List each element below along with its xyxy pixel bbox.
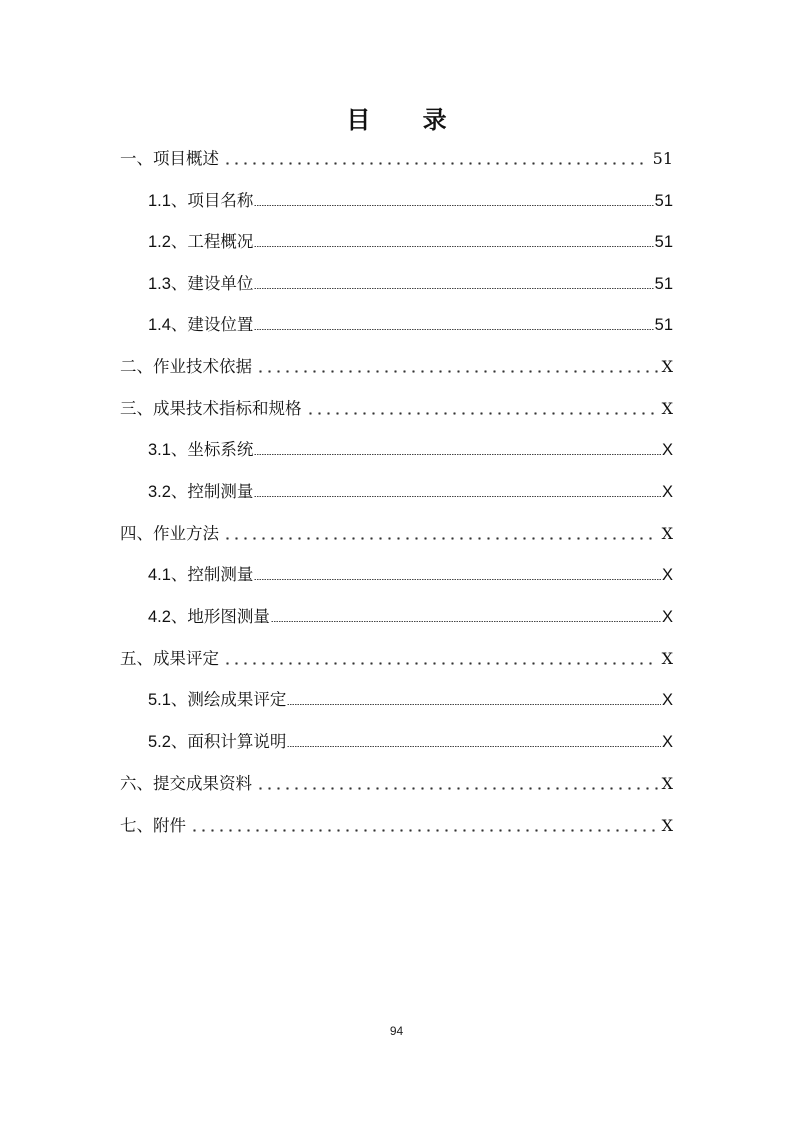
toc-entry-section-7[interactable] bbox=[120, 813, 673, 837]
toc-entry-label: 四、作业方法 bbox=[120, 524, 219, 543]
dot-leader bbox=[223, 662, 658, 665]
toc-entry-label: 3.2、控制测量 bbox=[148, 483, 254, 501]
toc-entry-section-3[interactable] bbox=[120, 396, 673, 420]
toc-entry-page: X bbox=[661, 649, 673, 668]
toc-entry-page: X bbox=[661, 733, 673, 751]
toc-entry-label: 一、项目概述 bbox=[120, 149, 219, 168]
toc-entry-page: X bbox=[661, 483, 673, 501]
toc-entry-section-1-3[interactable] bbox=[148, 271, 673, 295]
toc-entry-section-4-2[interactable] bbox=[148, 604, 673, 628]
toc-entry-label: 五、成果评定 bbox=[120, 649, 219, 668]
toc-entry-section-3-2[interactable] bbox=[148, 479, 673, 503]
toc-entry-section-6[interactable] bbox=[120, 771, 673, 795]
toc-entry-label: 5.1、测绘成果评定 bbox=[148, 691, 287, 709]
toc-entry-page: X bbox=[661, 441, 673, 459]
toc-entry-label: 4.2、地形图测量 bbox=[148, 608, 270, 626]
toc-entry-label: 3.1、坐标系统 bbox=[148, 441, 254, 459]
toc-entry-page: X bbox=[661, 399, 673, 418]
toc-entry-page: X bbox=[661, 566, 673, 584]
toc-entry-label: 七、附件 bbox=[120, 816, 186, 835]
toc-entry-page: 51 bbox=[654, 275, 673, 293]
dot-leader bbox=[271, 621, 661, 622]
toc-entry-label: 5.2、面积计算说明 bbox=[148, 733, 287, 751]
toc-entry-section-1[interactable] bbox=[120, 146, 673, 170]
toc-title: 目 录 bbox=[346, 106, 469, 134]
toc-entry-page: 51 bbox=[654, 233, 673, 251]
page-number: 94 bbox=[389, 1024, 404, 1038]
toc-entry-label: 1.4、建设位置 bbox=[148, 316, 254, 334]
toc-entry-page: 51 bbox=[652, 149, 673, 168]
toc-entry-section-3-1[interactable] bbox=[148, 437, 673, 461]
dot-leader bbox=[287, 746, 661, 747]
toc-entry-section-5-1[interactable] bbox=[148, 687, 673, 711]
toc-entry-page: X bbox=[661, 816, 673, 835]
dot-leader bbox=[223, 162, 649, 165]
toc-entry-page: X bbox=[661, 608, 673, 626]
toc-entry-page: 51 bbox=[654, 192, 673, 210]
toc-entry-section-5-2[interactable] bbox=[148, 729, 673, 753]
toc-entry-label: 二、作业技术依据 bbox=[120, 357, 252, 376]
dot-leader bbox=[254, 579, 661, 580]
dot-leader bbox=[254, 454, 661, 455]
dot-leader bbox=[254, 329, 653, 330]
toc-entry-label: 1.3、建设单位 bbox=[148, 275, 254, 293]
toc-entry-page: X bbox=[661, 524, 673, 543]
toc-entry-section-4[interactable] bbox=[120, 521, 673, 545]
toc-entry-section-2[interactable] bbox=[120, 354, 673, 378]
dot-leader bbox=[223, 537, 658, 540]
toc-entry-section-1-2[interactable] bbox=[148, 229, 673, 253]
toc-entry-section-4-1[interactable] bbox=[148, 562, 673, 586]
toc-entry-section-1-1[interactable] bbox=[148, 188, 673, 212]
dot-leader bbox=[256, 787, 658, 790]
toc-entry-label: 1.2、工程概况 bbox=[148, 233, 254, 251]
toc-entry-page: X bbox=[661, 774, 673, 793]
toc-entry-page: 51 bbox=[654, 316, 673, 334]
toc-entry-label: 六、提交成果资料 bbox=[120, 774, 252, 793]
dot-leader bbox=[306, 412, 658, 415]
dot-leader bbox=[287, 704, 661, 705]
dot-leader bbox=[254, 246, 653, 247]
dot-leader bbox=[254, 205, 653, 206]
dot-leader bbox=[190, 829, 658, 832]
toc-entry-label: 三、成果技术指标和规格 bbox=[120, 399, 302, 418]
toc-entry-section-5[interactable] bbox=[120, 646, 673, 670]
dot-leader bbox=[254, 496, 661, 497]
toc-entry-label: 1.1、项目名称 bbox=[148, 192, 254, 210]
toc-entry-page: X bbox=[661, 691, 673, 709]
toc-entry-label: 4.1、控制测量 bbox=[148, 566, 254, 584]
dot-leader bbox=[256, 370, 658, 373]
dot-leader bbox=[254, 288, 653, 289]
toc-entry-section-1-4[interactable] bbox=[148, 312, 673, 336]
toc-entry-page: X bbox=[661, 357, 673, 376]
